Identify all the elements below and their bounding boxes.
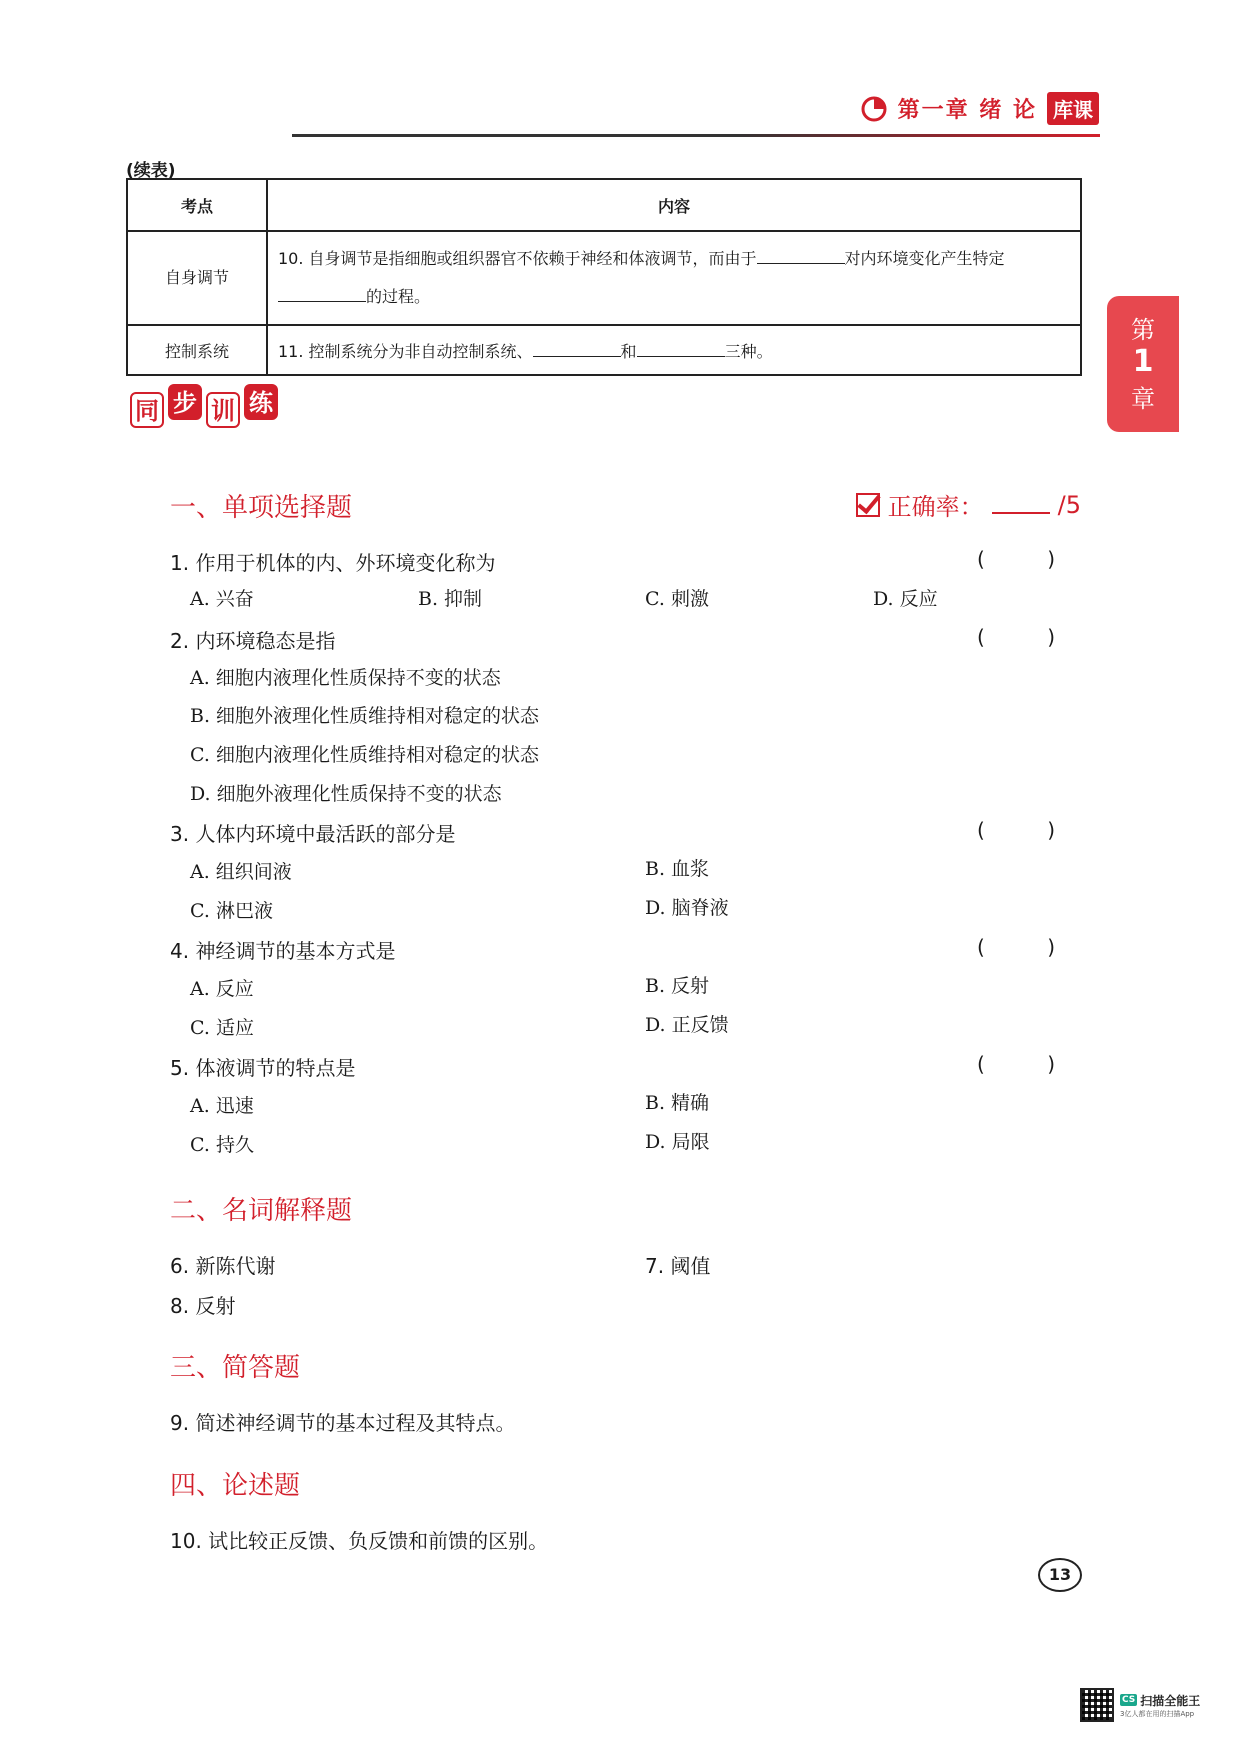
content-text: 三种。 xyxy=(724,341,773,361)
fill-blank xyxy=(637,343,725,357)
badge-char: 训 xyxy=(206,392,240,428)
badge-char: 练 xyxy=(244,384,278,420)
question-stem: 6. 新陈代谢 xyxy=(170,1254,276,1278)
question-stem: 9. 简述神经调节的基本过程及其特点。 xyxy=(170,1411,516,1435)
section-title-essay: 四、论述题 xyxy=(170,1471,301,1501)
qr-code-icon xyxy=(1080,1688,1114,1722)
fill-blank xyxy=(757,250,845,264)
option: D. 局限 xyxy=(645,1131,710,1153)
checkbox-icon xyxy=(856,493,880,517)
answer-paren: ( ) xyxy=(977,625,1083,649)
chapter-header xyxy=(860,92,1099,125)
option: C. 适应 xyxy=(190,1017,254,1039)
accuracy-total: /5 xyxy=(1057,490,1081,519)
option: A. 迅速 xyxy=(190,1095,254,1117)
side-tab-number: 1 xyxy=(1132,344,1154,379)
question-stem: 2. 内环境稳态是指 xyxy=(170,629,336,653)
answer-paren: ( ) xyxy=(977,818,1083,842)
accuracy-rate xyxy=(856,487,1081,522)
section-title-single-choice: 一、单项选择题 xyxy=(170,493,353,523)
content-text: 10. 自身调节是指细胞或组织器官不依赖于神经和体液调节，而由于 xyxy=(278,249,757,268)
table-header-content: 内容 xyxy=(267,179,1081,231)
content-text: 的过程。 xyxy=(366,287,431,306)
table-header-topic: 考点 xyxy=(127,179,267,231)
section-title-short-answer: 三、简答题 xyxy=(170,1353,301,1383)
answer-paren: ( ) xyxy=(977,935,1083,959)
table-cell-topic: 控制系统 xyxy=(127,325,267,375)
chapter-side-tab xyxy=(1107,296,1179,432)
table-row xyxy=(127,325,1081,375)
table-row xyxy=(127,231,1081,325)
question-stem: 10. 试比较正反馈、负反馈和前馈的区别。 xyxy=(170,1529,549,1553)
watermark-text xyxy=(1120,1692,1200,1719)
question-stem: 3. 人体内环境中最活跃的部分是 xyxy=(170,822,456,846)
option: A. 组织间液 xyxy=(190,861,292,883)
content-text: 11. 控制系统分为非自动控制系统、 xyxy=(278,341,533,361)
sync-training-badge xyxy=(130,389,278,428)
option: C. 刺激 xyxy=(645,588,709,610)
question-stem: 4. 神经调节的基本方式是 xyxy=(170,939,396,963)
accuracy-blank xyxy=(992,496,1050,514)
table-cell-content xyxy=(267,231,1081,325)
side-tab-bottom: 章 xyxy=(1131,385,1155,413)
option: C. 淋巴液 xyxy=(190,900,273,922)
option: A. 细胞内液理化性质保持不变的状态 xyxy=(190,667,501,689)
question-stem: 5. 体液调节的特点是 xyxy=(170,1056,356,1080)
question-stem: 8. 反射 xyxy=(170,1294,236,1318)
question-stem: 1. 作用于机体的内、外环境变化称为 xyxy=(170,551,496,575)
badge-char: 步 xyxy=(168,384,202,420)
option: D. 脑脊液 xyxy=(645,897,729,919)
fill-blank xyxy=(278,288,366,302)
answer-paren: ( ) xyxy=(977,1052,1083,1076)
option: B. 抑制 xyxy=(418,588,483,610)
badge-char: 同 xyxy=(130,392,164,428)
watermark-tagline: 3亿人都在用的扫描App xyxy=(1120,1709,1195,1718)
brand-logo: 库课 xyxy=(1047,92,1099,125)
answer-paren: ( ) xyxy=(977,547,1083,571)
option: A. 反应 xyxy=(190,978,254,1000)
watermark-brand: 扫描全能王 xyxy=(1140,1693,1201,1708)
knowledge-table xyxy=(126,178,1082,376)
cs-logo: CS xyxy=(1122,1695,1136,1705)
table-cell-content xyxy=(267,325,1081,375)
option: B. 血浆 xyxy=(645,858,710,880)
option: C. 细胞内液理化性质维持相对稳定的状态 xyxy=(190,744,539,766)
pie-chart-icon xyxy=(860,95,888,123)
content-text: 对内环境变化产生特定 xyxy=(844,249,1005,268)
fill-blank xyxy=(533,343,621,357)
option: D. 反应 xyxy=(873,588,938,610)
option: B. 精确 xyxy=(645,1092,710,1114)
table-cell-topic: 自身调节 xyxy=(127,231,267,325)
header-divider xyxy=(292,134,1100,137)
page-number: 13 xyxy=(1038,1558,1082,1592)
question-stem: 7. 阈值 xyxy=(645,1254,711,1278)
option: C. 持久 xyxy=(190,1134,254,1156)
side-tab-top: 第 xyxy=(1131,316,1155,344)
option: A. 兴奋 xyxy=(190,588,254,610)
continued-label: (续表) xyxy=(126,161,176,181)
scanner-watermark xyxy=(1080,1682,1218,1728)
accuracy-label: 正确率： xyxy=(887,493,984,521)
option: B. 反射 xyxy=(645,975,710,997)
option: D. 细胞外液理化性质保持不变的状态 xyxy=(190,783,502,805)
chapter-title: 第一章 绪 论 xyxy=(897,98,1037,123)
content-text: 和 xyxy=(620,341,637,361)
section-title-term-definition: 二、名词解释题 xyxy=(170,1196,353,1226)
option: D. 正反馈 xyxy=(645,1014,729,1036)
option: B. 细胞外液理化性质维持相对稳定的状态 xyxy=(190,705,540,727)
